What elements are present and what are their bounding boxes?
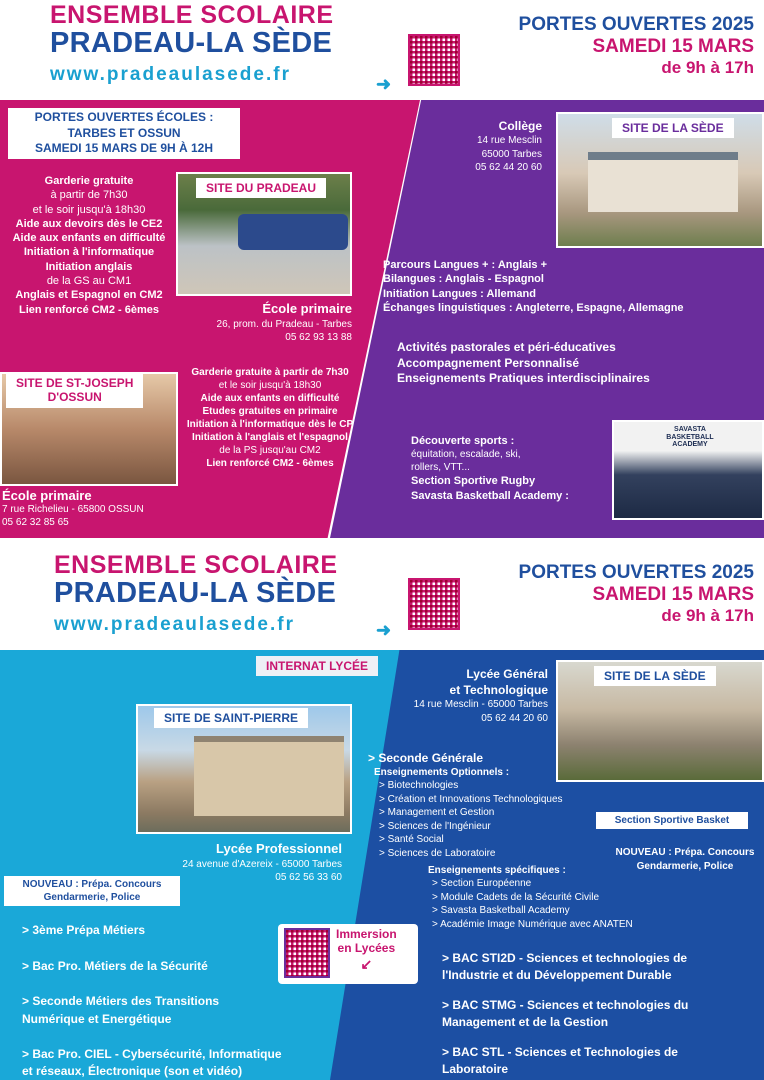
lgt-address xyxy=(392,666,548,725)
immersion-l1: Immersion xyxy=(336,927,397,941)
ossun-line: Etudes gratuites en primaire xyxy=(202,406,338,417)
lp-item: > 3ème Prépa Métiers xyxy=(22,923,146,937)
ossun-line: Aide aux enfants en difficulté xyxy=(200,393,340,404)
college-addr1: 14 rue Mesclin xyxy=(476,135,542,147)
lp-addr: 24 avenue d'Azereix - 65000 Tarbes xyxy=(182,858,342,870)
college-sports-l2: rollers, VTT... xyxy=(411,462,470,474)
ossun-line: Initiation à l'informatique dès le CP xyxy=(186,419,354,430)
ossun-line: Garderie gratuite à partir de 7h30 xyxy=(191,367,349,378)
lgt-option: > Management et Gestion xyxy=(379,807,495,819)
ossun-ecole-tel: 05 62 32 85 65 xyxy=(2,517,69,528)
college-address xyxy=(420,118,542,175)
lp-nouveau-l2: Gendarmerie, Police xyxy=(43,892,141,903)
ossun-site-label-l1: SITE DE ST-JOSEPH xyxy=(16,376,134,390)
college-activite: Enseignements Pratiques interdisciplinaires xyxy=(397,371,650,386)
bottom-arrow-icon: ➜ xyxy=(376,620,392,640)
ossun-ecole-title: École primaire xyxy=(2,488,92,503)
lgt-specifique: > Académie Image Numérique avec ANATEN xyxy=(432,918,633,930)
pradeau-line: Aide aux devoirs dès le CE2 xyxy=(15,217,163,230)
college-addr2: 65000 Tarbes xyxy=(481,148,542,160)
top-arrow-icon: ➜ xyxy=(376,74,392,94)
lp-tel: 05 62 56 33 60 xyxy=(275,872,342,884)
lgt-option: > Sciences de l'Ingénieur xyxy=(379,820,491,832)
basket-photo xyxy=(612,420,764,520)
top-url[interactable]: www.pradeaulasede.fr xyxy=(50,64,291,86)
top-portes-ouvertes xyxy=(460,14,754,78)
pradeau-ecole-addr: 26, prom. du Pradeau - Tarbes xyxy=(216,318,352,330)
lgt-site-label: SITE DE LA SÈDE xyxy=(594,666,716,686)
lp-nouveau-l1: NOUVEAU : Prépa. Concours xyxy=(22,879,162,890)
pradeau-line: Lien renforcé CM2 - 6èmes xyxy=(19,303,159,316)
lgt-bac: l'Industrie et du Développement Durable xyxy=(442,968,672,982)
building-shape xyxy=(588,152,738,212)
college-langue: Bilangues : Anglais - Espagnol xyxy=(383,273,544,286)
ossun-ecole-addr: 7 rue Richelieu - 65800 OSSUN xyxy=(2,504,144,515)
bottom-title-block xyxy=(54,552,394,636)
bottom-portes-ouvertes xyxy=(460,562,754,626)
college-langues xyxy=(383,258,763,315)
ossun-site-label xyxy=(6,374,143,408)
ossun-site-label-l2: D'OSSUN xyxy=(47,389,102,404)
ossun-line: Lien renforcé CM2 - 6èmes xyxy=(206,458,334,469)
bottom-po-hours: de 9h à 17h xyxy=(661,606,754,625)
pradeau-ecole-title: École primaire xyxy=(262,301,352,316)
lgt-option: > Santé Social xyxy=(379,834,444,846)
immersion-arrow-icon: ↙ xyxy=(360,955,373,972)
immersion-qr-code-icon[interactable] xyxy=(284,928,330,978)
ecoles-heading-l3: SAMEDI 15 MARS DE 9H À 12H xyxy=(34,141,214,156)
immersion-l2: en Lycées xyxy=(337,940,396,955)
section-basket-badge: Section Sportive Basket xyxy=(596,812,748,829)
college-rugby: Section Sportive Rugby xyxy=(411,475,536,488)
lgt-bac: Management et de la Gestion xyxy=(442,1015,609,1029)
ossun-features xyxy=(172,366,368,470)
lgt-bac: > BAC STL - Sciences et Technologies de xyxy=(442,1045,678,1059)
college-langue: Échanges linguistiques : Angleterre, Espagne, Allemagne xyxy=(383,301,684,314)
lgt-addr: 14 rue Mesclin - 65000 Tarbes xyxy=(413,699,548,711)
top-title-line1: ENSEMBLE SCOLAIRE xyxy=(50,1,334,29)
pradeau-line: à partir de 7h30 xyxy=(50,189,128,202)
top-title-block xyxy=(50,2,390,86)
pradeau-line: de la GS au CM1 xyxy=(46,275,132,288)
lp-item: > Bac Pro. Métiers de la Sécurité xyxy=(22,959,208,973)
ecoles-heading-l1: PORTES OUVERTES ÉCOLES : xyxy=(34,110,214,124)
college-sports-l1: équitation, escalade, ski, xyxy=(411,449,521,461)
lgt-tel: 05 62 44 20 60 xyxy=(481,712,548,724)
lgt-seconde-title: > Seconde Générale xyxy=(368,751,484,765)
lgt-title-l1: Lycée Général xyxy=(466,667,548,681)
internat-badge: INTERNAT LYCÉE xyxy=(256,656,378,676)
bottom-title-line2: PRADEAU-LA SÈDE xyxy=(54,577,337,610)
lgt-bac: > BAC STMG - Sciences et technologies du xyxy=(442,998,689,1012)
pradeau-line: et le soir jusqu'à 18h30 xyxy=(32,203,146,216)
bottom-qr-code-icon[interactable] xyxy=(408,578,460,630)
top-po-title: PORTES OUVERTES 2025 xyxy=(518,14,754,35)
pradeau-line: Anglais et Espagnol en CM2 xyxy=(15,289,163,302)
bottom-url[interactable]: www.pradeaulasede.fr xyxy=(54,614,295,636)
lgt-specifique: > Savasta Basketball Academy xyxy=(432,905,570,916)
lgt-option: > Biotechnologies xyxy=(379,780,459,792)
top-po-hours: de 9h à 17h xyxy=(661,58,754,77)
lgt-specifique: > Section Européenne xyxy=(432,878,532,889)
top-po-date: SAMEDI 15 MARS xyxy=(592,36,754,57)
pradeau-line: Initiation à l'informatique xyxy=(23,246,155,259)
pradeau-site-label: SITE DU PRADEAU xyxy=(196,178,326,198)
lgt-seconde xyxy=(368,750,628,860)
saint-pierre-site-label: SITE DE SAINT-PIERRE xyxy=(154,708,308,728)
bottom-po-date: SAMEDI 15 MARS xyxy=(592,584,754,605)
pradeau-address xyxy=(176,300,352,345)
mural-shape xyxy=(238,214,348,250)
ossun-address xyxy=(2,488,202,529)
college-basket: Savasta Basketball Academy : xyxy=(411,489,569,502)
immersion-text xyxy=(336,928,397,972)
lgt-nouveau-l1: NOUVEAU : Prépa. Concours xyxy=(615,847,755,858)
bottom-title-line1: ENSEMBLE SCOLAIRE xyxy=(54,551,338,579)
ossun-line: et le soir jusqu'à 18h30 xyxy=(218,380,322,391)
immersion-box[interactable] xyxy=(278,924,418,984)
lp-title: Lycée Professionnel xyxy=(216,841,342,856)
lp-item: Numérique et Energétique xyxy=(22,1012,172,1026)
college-activite: Accompagnement Personnalisé xyxy=(397,355,580,370)
top-qr-code-icon[interactable] xyxy=(408,34,460,86)
savasta-logo-icon: SAVASTA BASKETBALL ACADEMY xyxy=(666,426,714,449)
pradeau-line: Aide aux enfants en difficulté xyxy=(12,232,166,245)
lgt-options-title: Enseignements Optionnels : xyxy=(374,767,510,779)
lp-nouveau xyxy=(4,876,180,906)
lgt-bac: > BAC STI2D - Sciences et technologies de xyxy=(442,951,688,965)
ossun-line: Initiation à l'anglais et l'espagnol xyxy=(192,432,348,443)
top-title-line2: PRADEAU-LA SÈDE xyxy=(50,27,333,60)
lp-item: > Bac Pro. CIEL - Cybersécurité, Informatique xyxy=(22,1047,282,1061)
bottom-po-title: PORTES OUVERTES 2025 xyxy=(518,562,754,583)
pradeau-ecole-tel: 05 62 93 13 88 xyxy=(285,332,352,344)
lgt-option: > Création et Innovations Technologiques xyxy=(379,793,563,805)
lgt-specifique: > Module Cadets de la Sécurité Civile xyxy=(432,891,600,903)
college-tel: 05 62 44 20 60 xyxy=(475,162,542,174)
college-activite: Activités pastorales et péri-éducatives xyxy=(397,340,616,354)
lgt-specifiques-title: Enseignements spécifiques : xyxy=(428,865,566,876)
lgt-bac: Laboratoire xyxy=(442,1062,509,1076)
college-langue: Initiation Langues : Allemand xyxy=(383,287,536,300)
college-langue: Parcours Langues + : Anglais + xyxy=(383,259,548,271)
pradeau-features xyxy=(2,174,176,317)
college-sports-title: Découverte sports : xyxy=(411,435,515,447)
lgt-nouveau-l2: Gendarmerie, Police xyxy=(636,860,734,872)
lgt-title-l2: et Technologique xyxy=(449,683,548,698)
pradeau-line: Garderie gratuite xyxy=(44,175,134,187)
lp-item: > Seconde Métiers des Transitions xyxy=(22,994,220,1008)
college-site-label: SITE DE LA SÈDE xyxy=(612,118,734,138)
ossun-line: de la PS jusqu'au CM2 xyxy=(219,445,321,456)
ecoles-heading-l2: TARBES ET OSSUN xyxy=(67,125,181,140)
college-activites xyxy=(397,340,757,387)
lgt-option: > Sciences de Laboratoire xyxy=(379,847,496,859)
lgt-specifiques xyxy=(428,864,708,931)
lp-item: et réseaux, Électronique (son et vidéo) xyxy=(22,1064,243,1078)
pradeau-line: Initiation anglais xyxy=(45,260,133,273)
ecoles-heading xyxy=(8,108,240,159)
college-title: Collège xyxy=(498,119,542,133)
college-sports xyxy=(411,434,611,503)
lycee-building-shape xyxy=(194,736,344,816)
